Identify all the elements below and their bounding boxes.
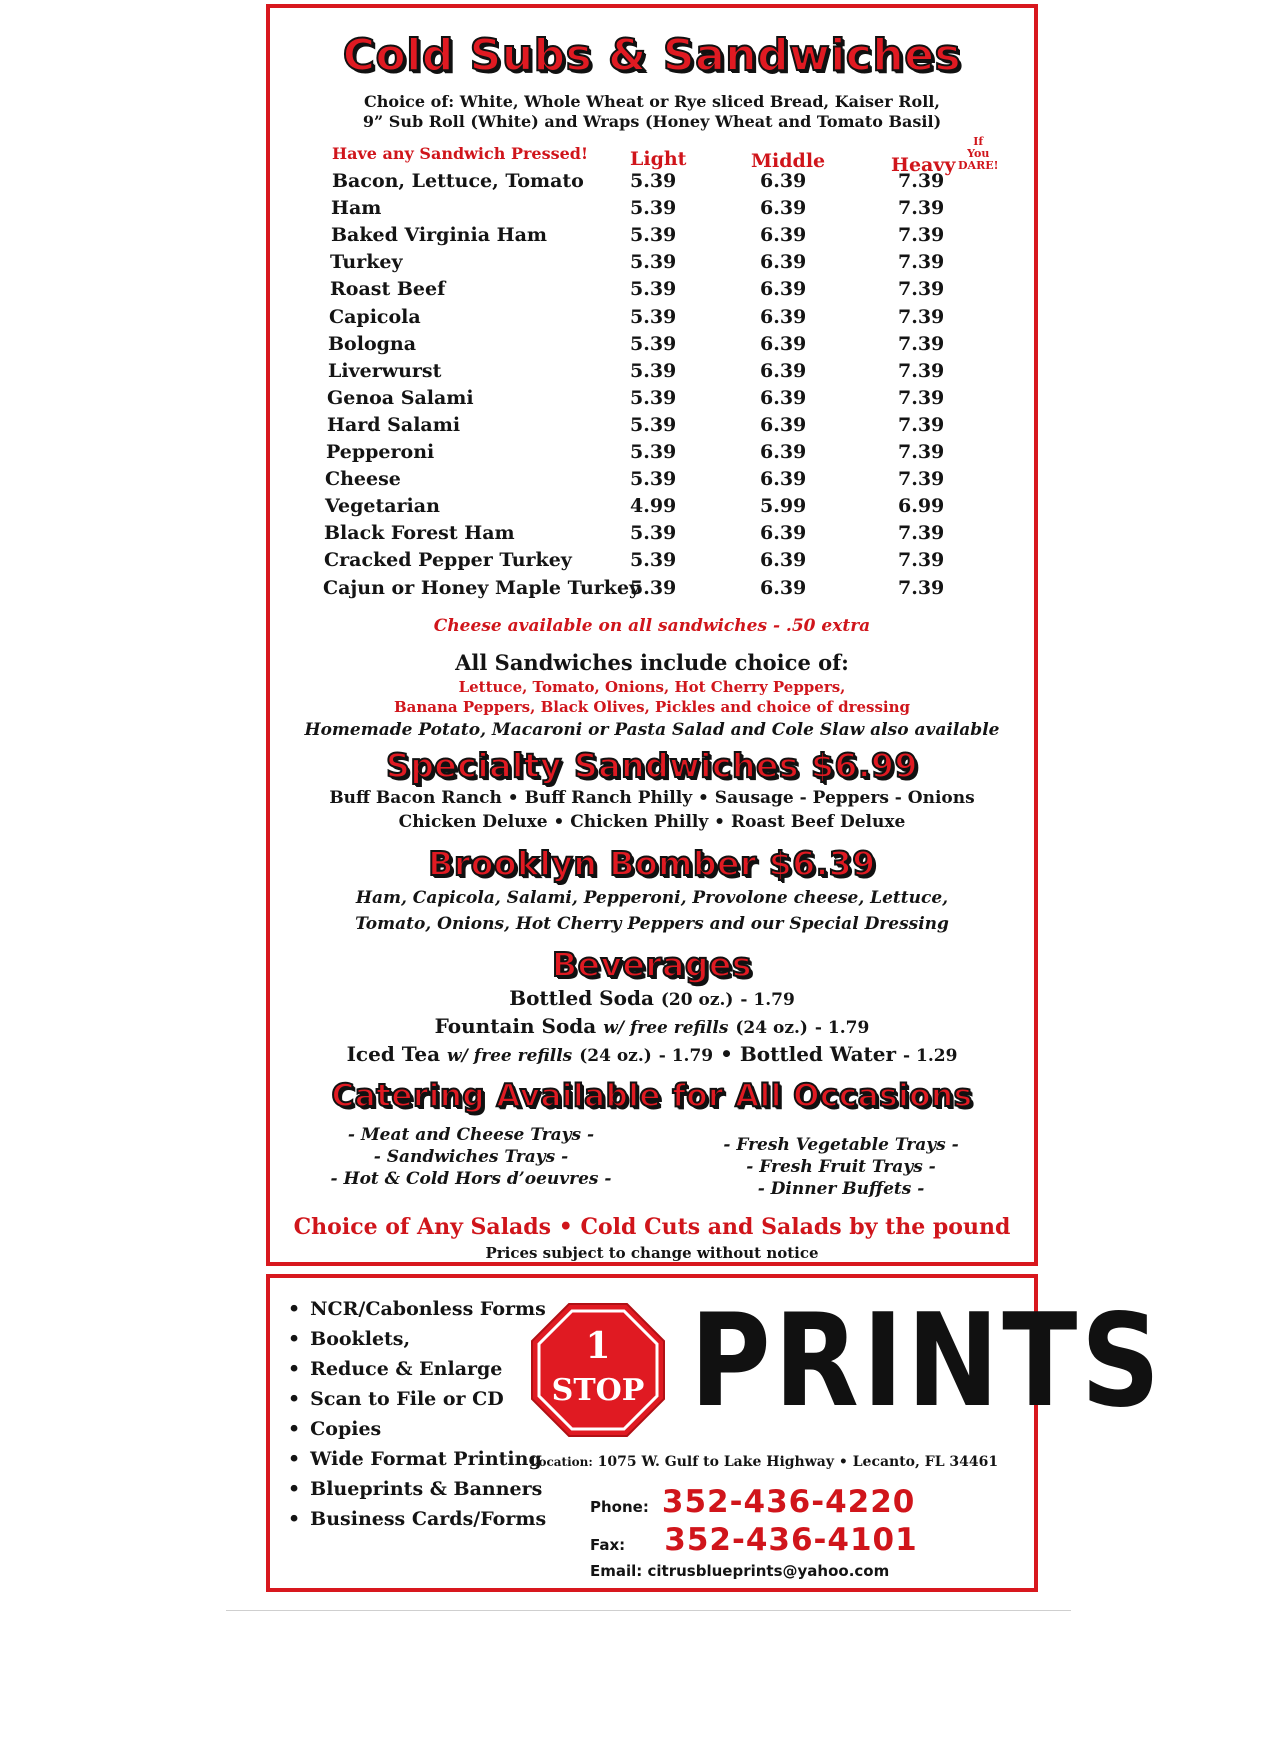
- sandwich-name: Pepperoni: [326, 441, 435, 463]
- price-heavy: 7.39: [898, 413, 945, 436]
- sandwich-name: Capicola: [329, 305, 421, 328]
- sandwich-name: Bacon, Lettuce, Tomato: [332, 170, 584, 192]
- logo-number: 1: [585, 1325, 611, 1367]
- sandwich-row: [270, 577, 1034, 604]
- price-middle: 5.99: [760, 495, 807, 518]
- if-you-dare-note: If You DARE!: [958, 135, 999, 172]
- price-heavy: 7.39: [898, 224, 945, 247]
- price-middle: 6.39: [760, 468, 807, 491]
- sandwich-name: Cajun or Honey Maple Turkey: [323, 576, 641, 599]
- sandwich-row: [270, 306, 1034, 333]
- price-heavy: 7.39: [898, 197, 945, 220]
- bomber-line-2: Tomato, Onions, Hot Cherry Peppers and our Special Dressing: [355, 914, 949, 934]
- specialty-line-1: Buff Bacon Ranch • Buff Ranch Philly • Sausage - Peppers - Onions: [329, 788, 975, 808]
- price-light: 5.39: [630, 359, 677, 382]
- price-heavy: 7.39: [898, 441, 945, 463]
- print-shop-ad: [266, 1274, 1164, 1592]
- price-heavy: 7.39: [898, 170, 945, 192]
- fountain-soda-line: Fountain Soda w/ free refills (24 oz.) - 1.79: [434, 1014, 870, 1038]
- sandwich-name: Turkey: [330, 251, 403, 274]
- catering-title: Catering Available for All Occasions: [331, 1078, 973, 1114]
- services-list: [288, 1294, 546, 1534]
- sides-note: Homemade Potato, Macaroni or Pasta Salad and Cole Slaw also available: [304, 720, 1000, 740]
- sandwich-row: [270, 170, 1034, 197]
- price-light: 5.39: [630, 549, 677, 572]
- specialty-title: Specialty Sandwiches $6.99: [386, 746, 918, 785]
- stop-sign-logo-icon: [528, 1300, 668, 1440]
- bottled-soda-line: Bottled Soda (20 oz.) - 1.79: [509, 986, 795, 1010]
- fax-line: Fax: 352-436-4101: [590, 1522, 918, 1558]
- price-light: 5.39: [630, 576, 677, 599]
- price-light: 5.39: [630, 413, 677, 436]
- price-middle: 6.39: [760, 224, 807, 247]
- price-middle: 6.39: [760, 170, 807, 192]
- sandwich-name: Bologna: [328, 332, 417, 355]
- cheese-note: Cheese available on all sandwiches - .50 extra: [433, 616, 871, 636]
- service-item: • Wide Format Printing: [288, 1444, 546, 1474]
- price-light: 5.39: [630, 468, 677, 491]
- price-light: 5.39: [630, 332, 677, 355]
- prints-wordmark: PRINTS: [690, 1287, 1164, 1436]
- sandwich-row: [270, 468, 1034, 495]
- service-item: • Reduce & Enlarge: [288, 1354, 546, 1384]
- sandwich-name: Vegetarian: [325, 495, 440, 518]
- price-heavy: 7.39: [898, 468, 945, 491]
- sandwich-row: [270, 495, 1034, 522]
- sandwich-name: Roast Beef: [330, 278, 446, 301]
- phone-line: Phone: 352-436-4220: [590, 1484, 916, 1520]
- price-light: 5.39: [630, 251, 677, 274]
- specialty-line-2: Chicken Deluxe • Chicken Philly • Roast Beef Deluxe: [398, 812, 906, 832]
- sandwich-name: Baked Virginia Ham: [331, 224, 547, 247]
- beverages-title: Beverages: [551, 945, 753, 984]
- price-middle: 6.39: [760, 305, 807, 328]
- price-light: 5.39: [630, 224, 677, 247]
- price-heavy: 7.39: [898, 305, 945, 328]
- price-heavy: 7.39: [898, 576, 945, 599]
- price-middle: 6.39: [760, 251, 807, 274]
- column-middle: Middle: [751, 150, 826, 172]
- sandwich-name: Cheese: [325, 468, 401, 491]
- logo-stop-text: STOP: [551, 1373, 645, 1408]
- sandwich-name: Liverwurst: [328, 359, 442, 382]
- service-item: • Copies: [288, 1414, 546, 1444]
- menu-title: Cold Subs & Sandwiches: [342, 30, 962, 81]
- price-middle: 6.39: [760, 522, 807, 545]
- price-light: 5.39: [630, 170, 677, 192]
- bread-choice-line-1: Choice of: White, Whole Wheat or Rye sliced Bread, Kaiser Roll,: [364, 92, 940, 111]
- price-light: 5.39: [630, 441, 677, 463]
- price-middle: 6.39: [760, 278, 807, 301]
- price-light: 5.39: [630, 386, 677, 409]
- price-heavy: 7.39: [898, 522, 945, 545]
- bomber-title: Brooklyn Bomber $6.39: [428, 844, 876, 883]
- price-light: 5.39: [630, 197, 677, 220]
- price-light: 5.39: [630, 522, 677, 545]
- price-light: 4.99: [630, 495, 677, 518]
- sandwich-row: [270, 387, 1034, 414]
- scan-edge-line: [226, 1610, 1071, 1611]
- service-item: • Booklets,: [288, 1324, 546, 1354]
- sandwich-row: [270, 251, 1034, 278]
- service-item: • NCR/Cabonless Forms: [288, 1294, 546, 1324]
- price-middle: 6.39: [760, 332, 807, 355]
- price-middle: 6.39: [760, 576, 807, 599]
- sandwich-row: [270, 441, 1034, 468]
- bomber-line-1: Ham, Capicola, Salami, Pepperoni, Provolone cheese, Lettuce,: [355, 888, 949, 908]
- includes-title: All Sandwiches include choice of:: [455, 650, 849, 675]
- salads-footer-line: Choice of Any Salads • Cold Cuts and Salads by the pound: [293, 1214, 1011, 1240]
- includes-line-2: Banana Peppers, Black Olives, Pickles and choice of dressing: [393, 698, 911, 716]
- iced-tea-water-line: Iced Tea w/ free refills (24 oz.) - 1.79 • Bottled Water - 1.29: [346, 1042, 958, 1066]
- price-middle: 6.39: [760, 441, 807, 463]
- sandwich-row: [270, 197, 1034, 224]
- location-line: Location: 1075 W. Gulf to Lake Highway • Lecanto, FL 34461: [530, 1454, 999, 1470]
- prices-note: Prices subject to change without notice: [485, 1244, 819, 1262]
- price-heavy: 7.39: [898, 359, 945, 382]
- service-item: • Scan to File or CD: [288, 1384, 546, 1414]
- price-middle: 6.39: [760, 197, 807, 220]
- sandwich-row: [270, 522, 1034, 549]
- sandwich-row: [270, 414, 1034, 441]
- pressed-note: Have any Sandwich Pressed!: [332, 144, 588, 163]
- price-heavy: 7.39: [898, 386, 945, 409]
- price-heavy: 6.99: [898, 495, 945, 518]
- price-middle: 6.39: [760, 413, 807, 436]
- price-middle: 6.39: [760, 359, 807, 382]
- price-light: 5.39: [630, 278, 677, 301]
- price-heavy: 7.39: [898, 251, 945, 274]
- sandwich-row: [270, 549, 1034, 576]
- sandwich-name: Black Forest Ham: [324, 522, 515, 545]
- sandwich-name: Genoa Salami: [327, 386, 474, 409]
- catering-list-left: - Meat and Cheese Trays - - Sandwiches Trays - - Hot & Cold Hors d’oeuvres -: [330, 1125, 612, 1189]
- sandwich-name: Hard Salami: [327, 413, 461, 436]
- price-heavy: 7.39: [898, 332, 945, 355]
- price-light: 5.39: [630, 305, 677, 328]
- service-item: • Blueprints & Banners: [288, 1474, 546, 1504]
- sandwich-row: [270, 278, 1034, 305]
- column-light: Light: [630, 148, 687, 170]
- price-middle: 6.39: [760, 386, 807, 409]
- sandwich-name: Ham: [331, 197, 382, 220]
- price-middle: 6.39: [760, 549, 807, 572]
- bread-choice-line-2: 9” Sub Roll (White) and Wraps (Honey Wheat and Tomato Basil): [362, 112, 942, 131]
- price-heavy: 7.39: [898, 278, 945, 301]
- price-heavy: 7.39: [898, 549, 945, 572]
- sandwich-row: [270, 333, 1034, 360]
- sandwich-row: [270, 224, 1034, 251]
- sandwich-name: Cracked Pepper Turkey: [324, 549, 572, 572]
- service-item: • Business Cards/Forms: [288, 1504, 546, 1534]
- includes-line-1: Lettuce, Tomato, Onions, Hot Cherry Peppers,: [458, 678, 846, 696]
- sandwich-row: [270, 360, 1034, 387]
- catering-list-right: - Fresh Vegetable Trays - - Fresh Fruit Trays - - Dinner Buffets -: [723, 1135, 959, 1199]
- email-line: Email: citrusblueprints@yahoo.com: [590, 1562, 890, 1580]
- menu-card: [266, 4, 1038, 1266]
- column-heavy: Heavy: [891, 154, 956, 176]
